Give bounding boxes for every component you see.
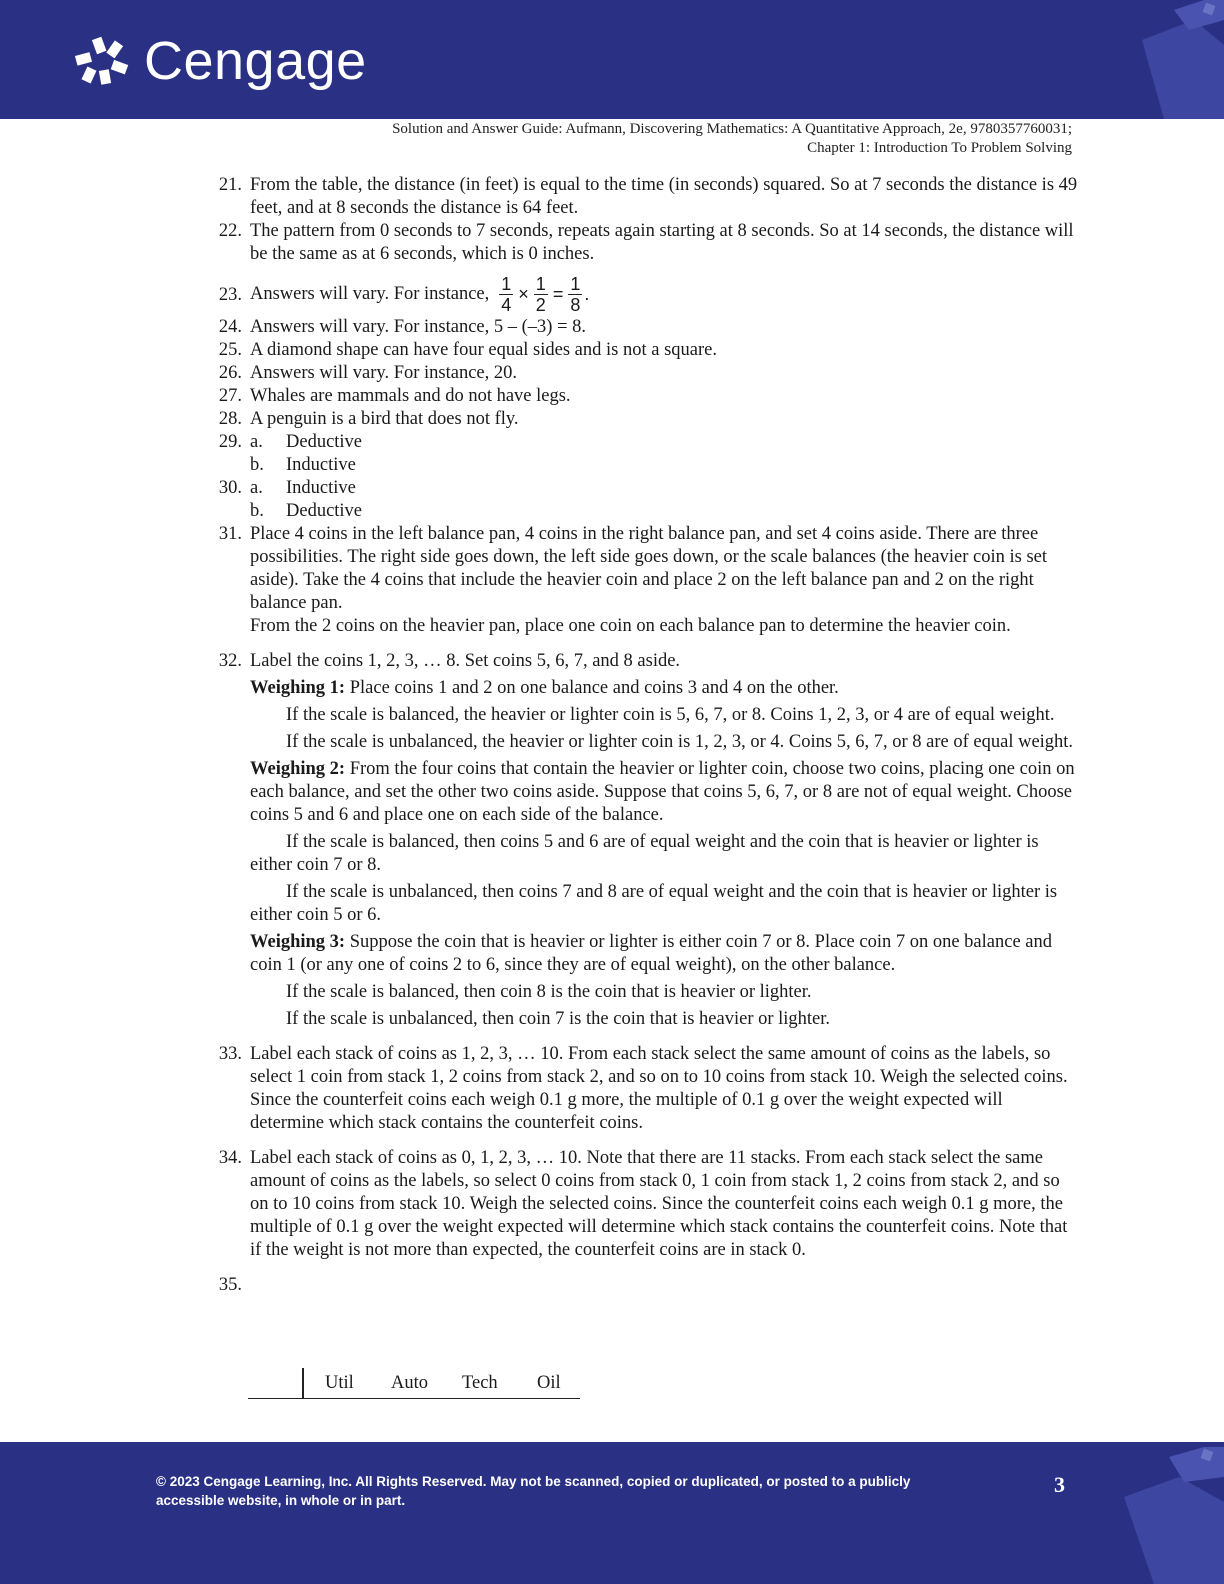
weighing-1-unbalanced: If the scale is unbalanced, the heavier or lighter coin is 1, 2, 3, or 4. Coins 5, 6, 7, or 8 are of equal weight. [286,732,1074,752]
answer-23 [208,274,1078,314]
answer-text: Whales are mammals and do not have legs. [250,386,571,406]
answer-22 [208,220,1078,266]
header-line-1: Solution and Answer Guide: Aufmann, Discovering Mathematics: A Quantitative Approach, 2e, 9780357760031; [392,121,1072,137]
item-number: 32. [218,651,242,671]
item-number: 27. [218,386,242,406]
fraction-expression: $\frac{1}{4}$ × $\frac{1}{2}$ = $\frac{1}{8}$ . [501,273,590,315]
sub-answer-b: b. Deductive [250,501,363,521]
answer-text: A diamond shape can have four equal sides and is not a square. [250,340,717,360]
item-number: 33. [218,1044,242,1064]
column-header-tech: Tech [462,1373,498,1393]
answer-text: Answers will vary. For instance, [250,283,490,304]
answer-25 [208,339,1078,362]
answer-text: Answers will vary. For instance, 5 – (–3) = 8. [250,317,587,337]
answer-21 [208,174,1078,220]
answer-text: From the table, the distance (in feet) is equal to the time (in seconds) squared. So at 7 seconds the distance is 49 feet, and at 8 seconds the distance is 64 feet. [250,175,1078,218]
answer-35 [208,1274,1078,1297]
item-number: 34. [218,1148,242,1168]
header-banner [0,0,1224,119]
item-number: 23. [218,285,242,305]
times-sign: × [518,283,529,304]
item-number: 22. [218,221,242,241]
table-divider [302,1368,304,1398]
fraction-one-eighth: $\frac{1}{8}$ [570,273,581,315]
answer-26 [208,362,1078,385]
footer-banner [0,1442,1224,1584]
item-number: 35. [218,1275,242,1295]
column-header-oil: Oil [537,1373,561,1393]
item-number: 30. [218,478,242,498]
item-number: 26. [218,363,242,383]
answer-27 [208,385,1078,408]
column-header-auto: Auto [391,1373,428,1393]
answer-24 [208,316,1078,339]
running-header [392,120,1072,158]
item-number: 25. [218,340,242,360]
answer-text: The pattern from 0 seconds to 7 seconds, repeats again starting at 8 seconds. So at 14 seconds, the distance will be the same as at 6 seconds, which is 0 inches. [250,221,1074,264]
weighing-2: Weighing 2: From the four coins that contain the heavier or lighter coin, choose two coins, placing one coin on each balance, and set the other two coins aside. Suppose that coins 5, 6, 7, or 8 are not of equal weight. Choose coins 5 and 6 and place one on each side of the balance. [250,759,1075,825]
sector-table-header [248,1368,580,1399]
answer-34 [208,1147,1078,1262]
item-number: 31. [218,524,242,544]
header-line-2: Chapter 1: Introduction To Problem Solving [807,140,1072,156]
sub-answer-a: a. Deductive [250,432,363,452]
corner-decoration-icon [1124,1442,1224,1584]
answer-list [208,174,1078,1297]
answer-30 [208,477,1078,523]
answer-text: Label each stack of coins as 1, 2, 3, … 10. From each stack select the same amount of coins as the labels, so select 1 coin from stack 1, 2 coins from stack 2, and so on to 10 coins from stack 10. Weigh the selected coins. Since the counterfeit coins each weigh 0.1 g more, the multiple of 0.1 g over the weight expected will determine which stack contains the counterfeit coins. [250,1044,1068,1133]
answer-text: A penguin is a bird that does not fly. [250,409,519,429]
page-number: 3 [1054,1472,1065,1497]
sub-answer-a: a. Inductive [250,478,356,498]
weighing-3: Weighing 3: Suppose the coin that is heavier or lighter is either coin 7 or 8. Place coin 7 on one balance and coin 1 (or any one of coins 2 to 6, since they are of equal weight), on the other balance. [250,932,1052,975]
weighing-3-unbalanced: If the scale is unbalanced, then coin 7 is the coin that is heavier or lighter. [286,1009,831,1029]
equals-sign: = [552,283,564,304]
answer-paragraph: From the 2 coins on the heavier pan, place one coin on each balance pan to determine the heavier coin. [250,616,1011,636]
answer-intro: Label the coins 1, 2, 3, … 8. Set coins 5, 6, 7, and 8 aside. [250,651,681,671]
item-number: 28. [218,409,242,429]
weighing-3-balanced: If the scale is balanced, then coin 8 is the coin that is heavier or lighter. [286,982,812,1002]
answer-text: Answers will vary. For instance, 20. [250,363,518,383]
cengage-logo [72,30,392,90]
answer-text: Label each stack of coins as 0, 1, 2, 3, … 10. Note that there are 11 stacks. From each stack select the same amount of coins as the labels, so select 0 coins from stack 0, 1 coin from stack 1, 2 coins from stack 2, and so on to 10 coins from stack 10. Weigh the selected coins. Since the counterfeit coins each weigh 0.1 g more, the multiple of 0.1 g over the weight expected will determine which stack contains the counterfeit coins. Note that if the weight is not more than expected, the counterfeit coins are in stack 0. [250,1148,1068,1260]
cengage-mark-icon [72,36,134,86]
sub-answer-b: b. Inductive [250,455,356,475]
column-header-util: Util [325,1373,354,1393]
answer-29 [208,431,1078,477]
answer-paragraph: Place 4 coins in the left balance pan, 4 coins in the right balance pan, and set 4 coins aside. There are three possibilities. The right side goes down, the left side goes down, or the scale balances (the heavier coin is set aside). Take the 4 coins that include the heavier coin and place 2 on the left balance pan and 2 on the right balance pan. [250,524,1048,613]
item-number: 29. [218,432,242,452]
item-number: 24. [218,317,242,337]
brand-name: Cengage [144,31,367,91]
answer-33 [208,1043,1078,1135]
answer-32 [208,650,1078,1031]
item-number: 21. [218,175,242,195]
weighing-1-balanced: If the scale is balanced, the heavier or lighter coin is 5, 6, 7, or 8. Coins 1, 2, 3, or 4 are of equal weight. [286,705,1055,725]
corner-decoration-icon [1134,0,1224,119]
fraction-one-half: $\frac{1}{2}$ [535,273,546,315]
weighing-1: Weighing 1: Place coins 1 and 2 on one balance and coins 3 and 4 on the other. [250,678,839,698]
answer-28 [208,408,1078,431]
fraction-one-quarter: $\frac{1}{4}$ [501,273,512,315]
weighing-2-balanced: If the scale is balanced, then coins 5 and 6 are of equal weight and the coin that is heavier or lighter is either coin 7 or 8. [250,832,1039,875]
weighing-2-unbalanced: If the scale is unbalanced, then coins 7 and 8 are of equal weight and the coin that is heavier or lighter is either coin 5 or 6. [250,882,1058,925]
answer-31 [208,523,1078,638]
copyright-notice: © 2023 Cengage Learning, Inc. All Rights Reserved. May not be scanned, copied or duplicated, or posted to a publicly accessible website, in whole or in part. [156,1474,911,1508]
